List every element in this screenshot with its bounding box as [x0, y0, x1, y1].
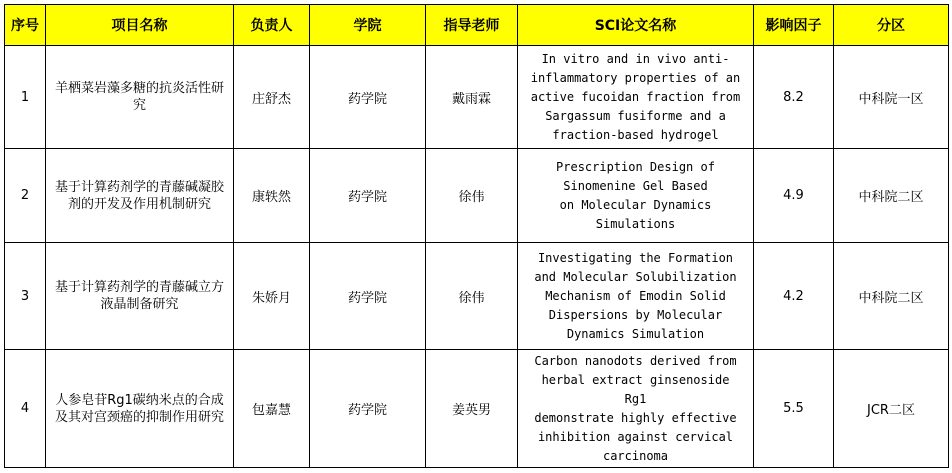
- cell-paper[interactable]: Prescription Design of Sinomenine Gel Based on Molecular Dynamics Simulations: [518, 149, 754, 243]
- cell-project[interactable]: 基于计算药剂学的青藤碱立方液晶制备研究: [46, 243, 234, 350]
- cell-impact[interactable]: 4.9: [754, 149, 834, 243]
- cell-no[interactable]: 4: [5, 350, 46, 468]
- header-row: [5, 5, 949, 46]
- spreadsheet-table: [4, 4, 949, 468]
- cell-no[interactable]: 2: [5, 149, 46, 243]
- table-row: [5, 46, 949, 149]
- header-cell-project[interactable]: 项目名称: [46, 5, 234, 46]
- header-cell-no[interactable]: 序号: [5, 5, 46, 46]
- header-cell-zone[interactable]: 分区: [834, 5, 949, 46]
- cell-impact[interactable]: 8.2: [754, 46, 834, 149]
- cell-leader[interactable]: 康轶然: [234, 149, 310, 243]
- table-row: [5, 350, 949, 468]
- cell-no[interactable]: 1: [5, 46, 46, 149]
- cell-no[interactable]: 3: [5, 243, 46, 350]
- cell-paper[interactable]: Carbon nanodots derived from herbal extract ginsenoside Rg1 demonstrate highly effective inhibition against cervical carcinoma: [518, 350, 754, 468]
- cell-impact[interactable]: 5.5: [754, 350, 834, 468]
- cell-paper[interactable]: In vitro and in vivo anti- inflammatory properties of an active fucoidan fraction from Sargassum fusiforme and a fraction-based hydrogel: [518, 46, 754, 149]
- cell-advisor[interactable]: 姜英男: [426, 350, 518, 468]
- cell-paper[interactable]: Investigating the Formation and Molecular Solubilization Mechanism of Emodin Solid Dispersions by Molecular Dynamics Simulation: [518, 243, 754, 350]
- header-cell-advisor[interactable]: 指导老师: [426, 5, 518, 46]
- cell-college[interactable]: 药学院: [310, 350, 426, 468]
- cell-zone[interactable]: JCR二区: [834, 350, 949, 468]
- cell-zone[interactable]: 中科院二区: [834, 243, 949, 350]
- cell-impact[interactable]: 4.2: [754, 243, 834, 350]
- cell-zone[interactable]: 中科院一区: [834, 46, 949, 149]
- cell-zone[interactable]: 中科院二区: [834, 149, 949, 243]
- header-cell-leader[interactable]: 负责人: [234, 5, 310, 46]
- table-row: [5, 243, 949, 350]
- cell-project[interactable]: 羊栖菜岩藻多糖的抗炎活性研究: [46, 46, 234, 149]
- cell-leader[interactable]: 庄舒杰: [234, 46, 310, 149]
- header-cell-college[interactable]: 学院: [310, 5, 426, 46]
- cell-advisor[interactable]: 徐伟: [426, 243, 518, 350]
- cell-advisor[interactable]: 徐伟: [426, 149, 518, 243]
- cell-college[interactable]: 药学院: [310, 243, 426, 350]
- header-cell-paper[interactable]: SCI论文名称: [518, 5, 754, 46]
- cell-college[interactable]: 药学院: [310, 46, 426, 149]
- cell-project[interactable]: 人参皂苷Rg1碳纳米点的合成及其对宫颈癌的抑制作用研究: [46, 350, 234, 468]
- cell-leader[interactable]: 包嘉慧: [234, 350, 310, 468]
- cell-leader[interactable]: 朱娇月: [234, 243, 310, 350]
- cell-advisor[interactable]: 戴雨霖: [426, 46, 518, 149]
- header-cell-impact[interactable]: 影响因子: [754, 5, 834, 46]
- cell-project[interactable]: 基于计算药剂学的青藤碱凝胶剂的开发及作用机制研究: [46, 149, 234, 243]
- table-row: [5, 149, 949, 243]
- cell-college[interactable]: 药学院: [310, 149, 426, 243]
